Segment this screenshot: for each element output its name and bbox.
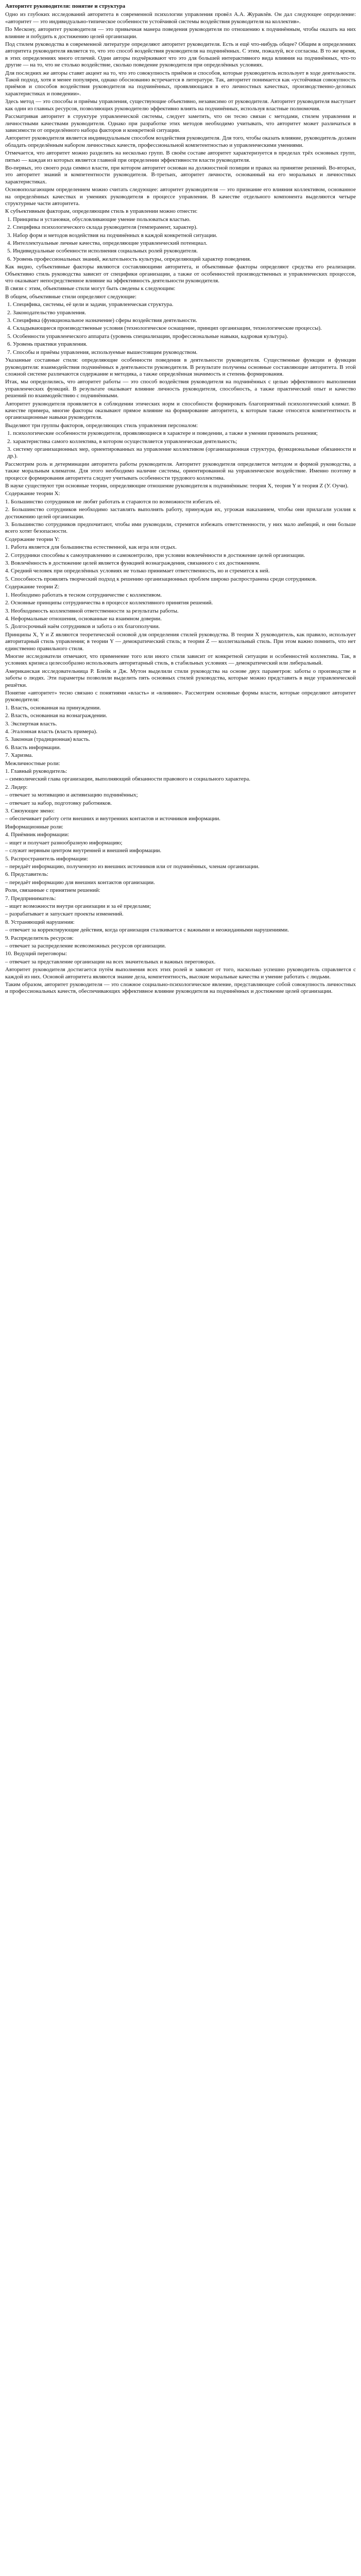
- list-item: 4. Эталонная власть (власть примера).: [5, 728, 97, 735]
- list-item: – символический глава организации, выполняющий обязанности правового и социального характера.: [5, 776, 251, 783]
- paragraph: Рассмотрим роль и детерминации авторитета работы руководителя. Авторитет руководителя определяется методом и формой руководства, а также моральным климатом. Для этого необходимо наличие системы, ориентированной на управленческое воздействие. Именно поэтому в процессе формирования авторитета следует учитывать особенности трудового коллектива.: [5, 461, 356, 481]
- list-item: 10. Ведущий переговоры:: [5, 951, 67, 957]
- list-item: 3. Необходимость коллективной ответственности за результаты работы.: [5, 607, 179, 614]
- paragraph: В науке существуют три основные теории, определяющие отношение руководителя к подчинённым: теория X, теория Y и теория Z (У. Оучи).: [5, 483, 349, 489]
- factor-groups-list: [5, 430, 356, 460]
- list-item: – передаёт информацию, полученную из внешних источников или от подчинённых, членам организации.: [5, 863, 260, 870]
- paragraph: По Мескону, авторитет руководителя — это привычная манера поведения руководителя по отношению к подчинённым, чтобы оказать на них влияние и побудить к достижению целей организации.: [5, 26, 356, 40]
- list-item: 2. характеристика самого коллектива, в котором осуществляется управленческая деятельность;: [7, 438, 237, 445]
- styles-discussion: [5, 632, 356, 704]
- paragraph: Одно из глубоких исследований авторитета в современной психологии управления провёл А.А. Журавлёв. Он дал следующее определение: «авторитет — это индивидуально-типическое особенности устойчивой системы воздействия руководителя на коллектив».: [5, 11, 356, 25]
- list-item: 6. Представитель:: [5, 871, 48, 878]
- paragraph: Основополагающим определением можно считать следующее: авторитет руководителя — это признание его влияния коллективом, основанное на определённых качествах и умениях руководителя в процессе управления. В качестве отдельного компонента выделяются четыре структурные части авторитета.: [5, 187, 356, 207]
- paragraph: Выделяют три группы факторов, определяющих стиль управления персоналом:: [5, 422, 198, 429]
- list-item: 8. Устраняющий нарушения:: [5, 919, 75, 925]
- theories-section: [5, 461, 356, 498]
- list-item: 6. Уровень практики управления.: [7, 341, 88, 348]
- list-item: – передаёт информацию для внешних контактов организации.: [5, 879, 155, 886]
- paragraph: В общем, объективные стили определяют следующие:: [5, 293, 137, 300]
- interpersonal-roles-heading: Межличностные роли:: [5, 760, 60, 767]
- list-item: 3. Специфика (функциональное назначение) сферы воздействия деятельности.: [7, 317, 197, 324]
- paragraph: Итак, мы определились, что авторитет работы — это способ воздействия руководителя на подчинённых с целью эффективного выполнения управленческих функций. В результате оказывает влияние личность руководителя, способность, а также практический опыт и качество решений по взаимодействию с подчинёнными.: [5, 379, 356, 399]
- list-item: 4. Средний человек при определённых условиях не только принимает ответственность, но и стремится к ней.: [5, 568, 270, 574]
- paragraph: Отмечается, что авторитет можно разделить на несколько групп. В своём составе авторитет характеризуется в пределах трёх основных групп, пятью — каждая из которых является главной при определении эффективности власти руководителя.: [5, 150, 356, 163]
- paragraph: Понятие «авторитет» тесно связано с понятиями «власть» и «влияние». Рассмотрим основные формы власти, которые определяют авторитет руководителя:: [5, 689, 356, 703]
- paragraph: К субъективным факторам, определяющим стиль в управлении можно отнести:: [5, 208, 198, 215]
- decision-roles-heading: Роли, связанные с принятием решений:: [5, 887, 100, 894]
- list-item: 3. Вовлечённость в достижение целей является функцией вознаграждения, связанного с их достижением.: [5, 560, 261, 567]
- power-forms-list: [5, 705, 356, 759]
- paragraph: Как видно, субъективные факторы являются составляющими авторитета, и объективные факторы определяют средства его реализации. Объективно стиль руководства зависит от специфики организации, а также от особенностей производственных и управленческих процессов, что оказывает непосредственное влияние на эффективность деятельности руководителя.: [5, 264, 356, 284]
- list-item: – отвечает за корректирующие действия, когда организация сталкивается с важными и неожиданными нарушениями.: [5, 927, 289, 934]
- paragraph: Таким образом, авторитет руководителя — это сложное социально-психологическое явление, представляющее собой совокупность личностных и профессиональных качеств, обеспечивающих эффективное влияние руководителя на подчинённых и достижение целей организации.: [5, 981, 356, 995]
- list-item: – отвечает за представление организации на всех значительных и важных переговорах.: [5, 958, 216, 965]
- decision-roles-list: [5, 895, 356, 966]
- list-item: 2. Законодательство управления.: [7, 309, 86, 316]
- list-item: – отвечает за набор, подготовку работников.: [5, 800, 112, 806]
- list-item: 5. Долгосрочный наём сотрудников и забота о их благополучии.: [5, 623, 160, 630]
- list-item: 7. Предприниматель:: [5, 895, 56, 902]
- page-title: Авторитет руководителя: понятие и структура: [5, 3, 126, 9]
- list-item: – ищет возможности внутри организации и за её пределами;: [5, 903, 151, 909]
- list-item: 4. Неформальные отношения, основанные на взаимном доверии.: [5, 615, 162, 622]
- theory-x-list: [5, 499, 356, 535]
- list-item: 1. Власть, основанная на принуждении.: [5, 704, 101, 711]
- list-item: 7. Харизма.: [5, 752, 33, 759]
- list-item: 4. Приёмник информации:: [5, 832, 70, 838]
- list-item: 2. Основные принципы сотрудничества в процессе коллективного принятия решений.: [5, 600, 213, 606]
- list-item: 2. Специфика психологического склада руководителя (темперамент, характер).: [7, 224, 198, 231]
- paragraph: Во-первых, это своего рода символ власти, при котором авторитет основан на должностной позиции и правах на принятие решений. Во-вторых, это авторитет знаний и компетентности руководителя. В-третьих, авторитет личности, основанный на его моральных и личностных характеристиках.: [5, 164, 356, 185]
- list-item: – отвечает за распределение всевозможных ресурсов организации.: [5, 942, 166, 949]
- list-item: 3. Большинство сотрудников предпочитают, чтобы ими руководили, стремятся избежать ответственности, у них мало амбиций, и они больше всего хотят безопасности.: [5, 521, 356, 535]
- list-item: 1. Специфика, системы, её цели и задачи, управленческая структура.: [7, 301, 174, 308]
- list-item: 5. Индивидуальные особенности исполнения социальных ролей руководителя.: [7, 248, 198, 255]
- paragraph: Указанные составные стиля: определяющие особенности поведения в деятельности руководителя. Существенные функции и функции руководителя: взаимодействия подчинённых в деятельности руководителя. В результате получены основные составляющие авторитета. В этой сложной системе различаются содержание и методика, а также определённая значимость и степень формирования.: [5, 357, 356, 377]
- list-item: 3. Связующее звено:: [5, 808, 55, 815]
- list-item: 5. Законная (традиционная) власть.: [5, 736, 90, 743]
- list-item: – служит нервным центром внутренней и внешней информации.: [5, 848, 162, 854]
- paragraph: Авторитет руководителя является индивидуальным способом воздействия руководителя. Для того, чтобы оказать влияние, руководитель должен обладать определённым набором личностных качеств, профессиональной компетентностью и управленческими умениями.: [5, 135, 356, 148]
- list-item: 6. Уровень профессиональных знаний, желательность культуры, определяющий характер поведения.: [7, 256, 251, 262]
- intro-section: [5, 11, 356, 215]
- objective-section: [5, 264, 356, 300]
- list-item: 9. Распределитель ресурсов:: [5, 935, 74, 941]
- article: [0, 0, 361, 998]
- list-item: 1. Принципы и установки, обусловливающие умение пользоваться властью.: [7, 216, 191, 223]
- interpersonal-roles-list: [5, 768, 356, 823]
- list-item: 5. Распространитель информации:: [5, 855, 89, 862]
- theory-z-list: [5, 592, 356, 631]
- paragraph: Содержание теории X:: [5, 490, 60, 497]
- list-item: 1. Работа является для большинства естественной, как игра или отдых.: [5, 544, 177, 551]
- theory-y-heading: Содержание теории Y:: [5, 536, 60, 543]
- info-roles-heading: Информационные роли:: [5, 823, 63, 830]
- paragraph: Рассматривая авторитет в структуре управленческой системы, следует заметить, что он тесно связан с методами, стилем управления и личностными качествами руководителя. Однако при разработке этих методов необходимо учитывать, что авторитет может различаться в зависимости от определённого набора факторов и конкретной ситуации.: [5, 113, 356, 133]
- paragraph: Авторитет руководителя проявляется в соблюдении этических норм и способности формировать благоприятный психологический климат. В качестве примера, многие факторы оказывают прямое влияние на формирование авторитета, к которым также относятся компетентность и организационные навыки руководителя.: [5, 400, 356, 421]
- style-section: [5, 357, 356, 429]
- list-item: 2. Сотрудники способны к самоуправлению и самоконтролю, при условии вовлечённости в достижение целей организации.: [5, 552, 305, 558]
- paragraph: Авторитет руководителя достигается путём выполнения всех этих ролей и зависит от того, насколько успешно руководитель справляется с каждой из них. Основой авторитета являются знание дела, компетентность, высокие моральные качества и умение работать с людьми.: [5, 967, 356, 980]
- paragraph: Принципы Х, Y и Z являются теоретической основой для определения стилей руководства. В теории Х руководитель, как правило, использует авторитарный стиль управления; в теории Y — демократический стиль; в теории Z — коллегиальный стиль. При этом важно помнить, что нет единственно правильного стиля.: [5, 631, 356, 652]
- list-item: 1. Главный руководитель:: [5, 768, 67, 775]
- paragraph: Под стилем руководства в современной литературе определяют авторитет руководителя. Есть и ещё что-нибудь общее? Общим в определениях авторитета руководителя является то, что это способ воздействия руководителя на подчинённых. С этим, пожалуй, все согласны. В то же время, в этих определениях много отличий. Одни авторы подчёркивают что это для большей интерактивного вида влияния на подчинённых, что-то другие — на то, что не столько воздействие, сколько поведение руководителя при определённых условиях.: [5, 41, 356, 69]
- list-item: – разрабатывает и запускает проекты изменений.: [5, 911, 124, 918]
- list-item: – обеспечивает работу сети внешних и внутренних контактов и источников информации.: [5, 816, 221, 822]
- list-item: 2. Власть, основанная на вознаграждении.: [5, 713, 107, 719]
- closing-section: [5, 967, 356, 995]
- paragraph: В связи с этим, объективные стили могут быть сведены к следующим:: [5, 285, 176, 292]
- list-item: – ищет и получает разнообразную информацию;: [5, 839, 123, 846]
- list-item: 2. Большинство сотрудников необходимо заставлять выполнять работу, принуждая их, угрожая наказанием, чтобы они прилагали усилия к достижению целей организации.: [5, 506, 356, 520]
- list-item: 5. Особенности управленческого аппарата (уровень специализации, профессиональные навыки, кадровая культура).: [7, 333, 288, 340]
- list-item: 4. Складывающиеся производственные условия (технологическое оснащение, принцип организации, технологические процессы).: [7, 325, 322, 332]
- list-item: 6. Власть информации.: [5, 744, 61, 751]
- paragraph: Для последних же авторы ставят акцент на то, что это совокупность приёмов и способов, которые руководитель использует в ходе деятельности. Такой подход, хотя и менее популярен, однако обоснованно встречается в литературе. Так, авторитет понимается как «устойчивая совокупность приёмов и способов воздействия руководителя на подчинённых, проявляющаяся в его личностных качествах, производственно-деловых характеристиках и поведении».: [5, 70, 356, 97]
- list-item: 3. систему организационных мер, ориентированных на управление коллективом (организационная структура, функциональные обязанности и др.).: [7, 446, 356, 460]
- list-item: 4. Интеллектуальные личные качества, определяющие управленческий потенциал.: [7, 240, 208, 246]
- list-item: 1. Необходимо работать в тесном сотрудничестве с коллективом.: [5, 591, 162, 598]
- list-item: – отвечает за мотивацию и активизацию подчинённых;: [5, 792, 138, 799]
- paragraph: Американская исследовательница Р. Блейк и Дж. Мутон выделили стили руководства на основе двух параметров: заботы о производстве и заботы о людях. Эти параметры позволили выделить пять основных стилей руководства, которые можно представить в виде управленческой решётки.: [5, 668, 356, 688]
- list-item: 3. Набор форм и методов воздействия на подчинённых в каждой конкретной ситуации.: [7, 232, 217, 239]
- list-item: 1. психологические особенности руководителя, проявляющиеся в характере и поведении, а также в умении принимать решения;: [7, 430, 318, 437]
- paragraph: Здесь метод — это способы и приёмы управления, существующие объективно, независимо от руководителя. Авторитет руководителя выступает как один из главных ресурсов, позволяющих руководителю эффективно влиять на подчинённых, используя властные полномочия.: [5, 98, 356, 112]
- paragraph: Многие исследователи отмечают, что применение того или иного стиля зависит от конкретной ситуации и особенностей коллектива. Так, в условиях кризиса целесообразно использовать авторитарный стиль, в стабильных условиях — демократический или либеральный.: [5, 653, 356, 667]
- list-item: 1. Большинство сотрудников не любят работать и стараются по возможности избегать её.: [5, 498, 221, 505]
- theory-y-list: [5, 544, 356, 583]
- theory-z-heading: Содержание теории Z:: [5, 584, 60, 590]
- subjective-factors-list: [5, 216, 356, 263]
- list-item: 7. Способы и приёмы управления, используемые вышестоящим руководством.: [7, 349, 198, 355]
- list-item: 2. Лидер:: [5, 784, 28, 790]
- info-roles-list: [5, 832, 356, 886]
- list-item: 5. Способность проявлять творческий подход к решению организационных проблем широко распространена среди сотрудников.: [5, 575, 317, 582]
- objective-factors-list: [5, 301, 356, 356]
- list-item: 3. Экспертная власть.: [5, 720, 57, 727]
